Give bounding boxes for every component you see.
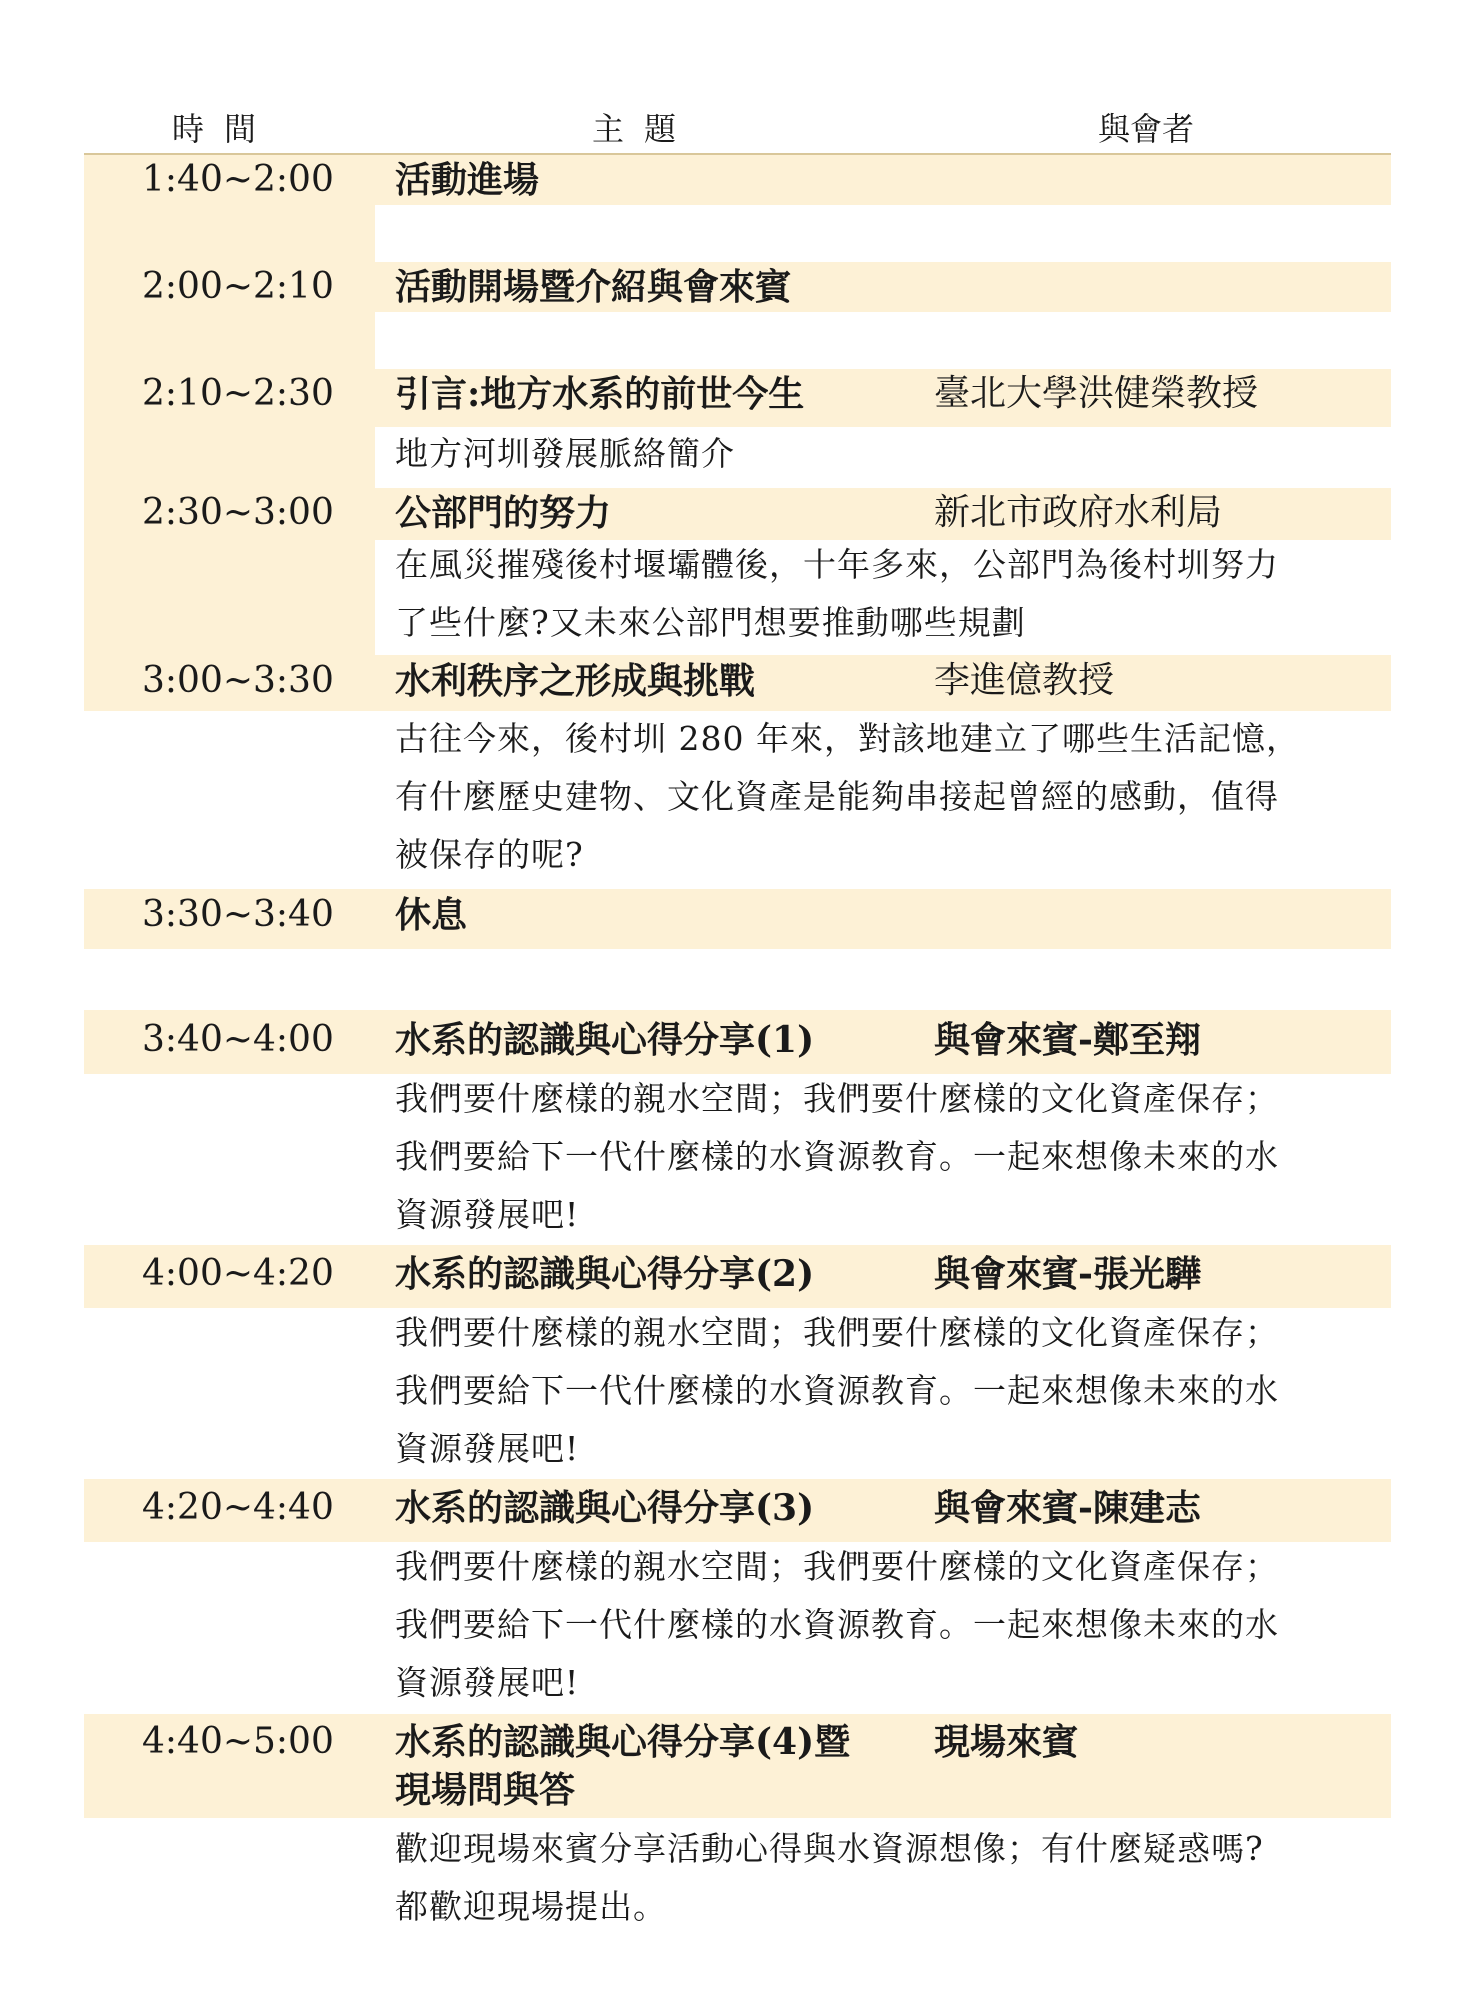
- row-speaker: 新北市政府水利局: [934, 492, 1223, 533]
- row-desc-line: 我們要什麼樣的親水空間；我們要什麼樣的文化資產保存；: [395, 1547, 1279, 1586]
- row-time: 2:00~2:10: [142, 266, 334, 307]
- row-desc-line: 地方河圳發展脈絡簡介: [395, 434, 735, 473]
- row-time: 3:00~3:30: [142, 660, 334, 701]
- row-title: 休息: [395, 894, 468, 936]
- row-time: 4:20~4:40: [142, 1487, 334, 1528]
- row-desc-line: 都歡迎現場提出。: [395, 1887, 667, 1926]
- time-column-band: [84, 155, 375, 711]
- row-title: 水利秩序之形成與挑戰: [395, 660, 756, 702]
- header-topic: 主題: [592, 110, 697, 148]
- row-desc-line: 被保存的呢?: [395, 835, 584, 874]
- header-time: 時間: [172, 110, 277, 148]
- row-time: 4:40~5:00: [142, 1721, 334, 1762]
- row-title: 活動開場暨介紹與會來賓: [395, 266, 792, 308]
- row-desc-line: 我們要給下一代什麼樣的水資源教育。一起來想像未來的水: [395, 1371, 1279, 1410]
- row-title: 水系的認識與心得分享(1): [395, 1019, 815, 1061]
- row-desc-line: 資源發展吧!: [395, 1429, 580, 1468]
- row-title: 水系的認識與心得分享(3): [395, 1487, 815, 1529]
- row-desc-line: 在風災摧殘後村堰壩體後，十年多來，公部門為後村圳努力: [395, 545, 1279, 584]
- row-title: 公部門的努力: [395, 492, 612, 534]
- row-time: 3:30~3:40: [142, 894, 334, 935]
- row-desc-line: 資源發展吧!: [395, 1663, 580, 1702]
- row-time: 3:40~4:00: [142, 1019, 334, 1060]
- row-desc-line: 我們要什麼樣的親水空間；我們要什麼樣的文化資產保存；: [395, 1313, 1279, 1352]
- row-desc-line: 我們要什麼樣的親水空間；我們要什麼樣的文化資產保存；: [395, 1079, 1279, 1118]
- row-desc-line: 古往今來，後村圳 280 年來，對該地建立了哪些生活記憶，: [395, 719, 1300, 758]
- row-title: 活動進場: [395, 159, 540, 201]
- row-speaker: 與會來賓-鄭至翔: [934, 1019, 1201, 1061]
- row-speaker: 李進億教授: [934, 660, 1115, 701]
- row-speaker: 臺北大學洪健榮教授: [934, 373, 1259, 414]
- row-desc-line: 我們要給下一代什麼樣的水資源教育。一起來想像未來的水: [395, 1605, 1279, 1644]
- row-title: 水系的認識與心得分享(2): [395, 1253, 815, 1295]
- row-desc-line: 有什麼歷史建物、文化資產是能夠串接起曾經的感動，值得: [395, 777, 1279, 816]
- row-desc-line: 我們要給下一代什麼樣的水資源教育。一起來想像未來的水: [395, 1137, 1279, 1176]
- row-desc-line: 歡迎現場來賓分享活動心得與水資源想像；有什麼疑惑嗎?: [395, 1829, 1264, 1868]
- row-speaker: 與會來賓-張光驊: [934, 1253, 1201, 1295]
- row-speaker: 現場來賓: [934, 1721, 1079, 1763]
- row-title: 水系的認識與心得分享(4)暨: [395, 1721, 851, 1763]
- row-time: 2:30~3:00: [142, 492, 334, 533]
- row-desc-line: 了些什麼?又未來公部門想要推動哪些規劃: [395, 603, 1026, 642]
- row-time: 4:00~4:20: [142, 1253, 334, 1294]
- row-speaker: 與會來賓-陳建志: [934, 1487, 1201, 1529]
- row-desc-line: 資源發展吧!: [395, 1195, 580, 1234]
- header-participants: 與會者: [1098, 110, 1195, 148]
- row-time: 1:40~2:00: [142, 159, 334, 200]
- row-time: 2:10~2:30: [142, 373, 334, 414]
- row-title: 引言:地方水系的前世今生: [395, 373, 805, 415]
- row-title-line2: 現場問與答: [395, 1769, 576, 1811]
